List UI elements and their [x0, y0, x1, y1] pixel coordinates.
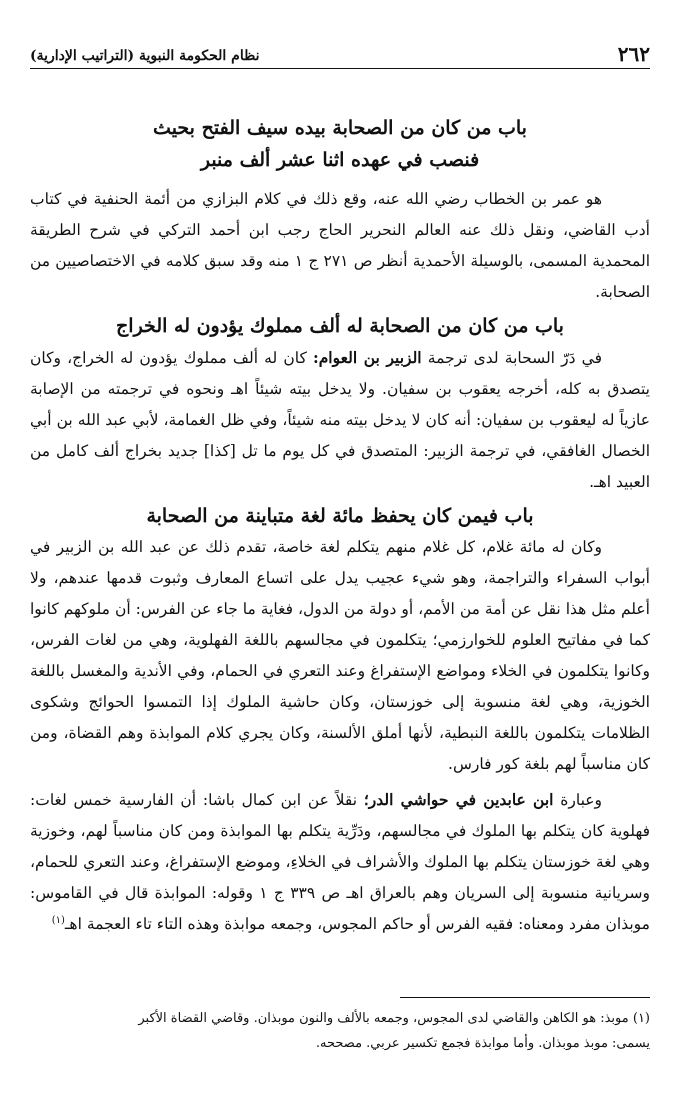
paragraph-text: نقلاً عن ابن كمال باشا: أن الفارسية خمس لغات: فهلوية كان يتكلم بها الملوك في مجالسهم، ودَرِّية يتكلم بها الموابذة ومن كان مناسباً لهم، وخوزية وهي لغة خوزستان يتكلم بها الملوك والأشراف في الخلاءِ، وموضع الإستفراغ، وعند التعري للحمام، وسريانية منسوبة إلى السريان وهم بالعراق اهـ ص ٣٣٩ ج ١ وقوله: الموابذة قال في القاموس: موبذان مفرد ومعناه: فقيه الفرس أو حاكم المجوس، وجمعه موابذة وهذه التاء تاء العجمة اهـ: [30, 791, 651, 933]
section-title-line: باب من كان من الصحابة بيده سيف الفتح بحيث: [153, 117, 527, 139]
section-title-hundred-languages: باب فيمن كان يحفظ مائة لغة متباينة من الصحابة: [146, 505, 534, 527]
bold-name-zubair: الزبير بن العوام:: [312, 348, 422, 367]
page-header: [30, 42, 650, 69]
paragraph-text: كان له ألف مملوك يؤدون له الخراج، وكان يتصدق به كله، أخرجه يعقوب بن سفيان. ولا يدخل بيته شيئاً اهـ ونحوه في ترجمته من الإصابة عازياً له ليعقوب بن سفيان: أنه كان لا يدخل بيته منه شيئاً، وفي ظل الغمامة، لأبي عبد الله بن أبي الخصال الغافقي، في ترجمة الزبير: المتصدق في كل يوم ما تل [كذا] جديد بخراج ألف كامل من العبيد اهـ.: [30, 349, 650, 491]
paragraph-text: وعبارة: [560, 791, 602, 809]
running-title: نظام الحكومة النبوية (التراتيب الإدارية): [30, 48, 260, 64]
footnote-line: يسمى: موبذ موبذان. وأما موابذة فجمع تكسير عربي. مصححه.: [315, 1036, 650, 1051]
section-title-line: فنصب في عهده اثنا عشر ألف منبر: [200, 149, 480, 171]
footnote-divider: [400, 997, 650, 998]
footnotes: [30, 997, 650, 1056]
bold-name-ibn-abidin: ابن عابدين في حواشي الدر؛: [363, 790, 554, 809]
paragraph-zubair: [30, 342, 650, 498]
paragraph-text: في دَرّ السحابة لدى ترجمة: [427, 349, 603, 367]
section-title-sword-of-conquest: [30, 112, 650, 176]
footnote-1: [30, 1006, 650, 1056]
footnote-line: (١) موبذ: هو الكاهن والقاضي لدى المجوس، وجمعه بالألف والنون موبذان. وقاضي القضاة الأكبر: [138, 1011, 650, 1026]
page-number: ٢٦٢: [617, 42, 650, 66]
paragraph-umar: هو عمر بن الخطاب رضي الله عنه، وقع ذلك في كلام البزازي من أئمة الحنفية في كتاب أدب القاضي، ونقل ذلك عنه العالم النحرير الحاج رجب ابن أحمد التركي في شرح الطريقة المحمدية المسمى، بالوسيلة الأحمدية أنظر ص ٢٧١ ج ١ منه وقد سبق كلامه في الاختصاصيين من الصحابة.: [30, 190, 650, 301]
paragraph-languages: وكان له مائة غلام، كل غلام منهم يتكلم لغة خاصة، تقدم ذلك عن عبد الله بن الزبير في أبواب السفراء والتراجمة، وهو شيء عجيب يدل على اتساع المعارف وثبوت قدمها عندهم، ولا أعلم مثل هذا نقل عن أمة من الأمم، أو دولة من الدول، فغاية ما جاء عن الفرس: أن ملوكهم كانوا كما في مفاتيح العلوم للخوارزمي؛ يتكلمون في مجالسهم باللغة الفهلوية، وهي من لغات الفرس، وكانوا يتكلمون في الخلاء ومواضع الإستفراغ وعند التعري في الحمام، وفي الأندية والمغسل باللغة الخوزية، وهي لغة منسوبة إلى خوزستان، وكان حاشية الملوك إذا التمسوا الحوائج وشكوى الظلامات يتكلمون باللغة النبطية، لأنها أملق الألسنة، وكان يجري كلام الموابذة وهم القضاة، ومن كان مناسباً لهم بلغة كور فارس.: [30, 538, 650, 773]
paragraph-ibn-abidin: [30, 784, 650, 940]
footnote-reference[interactable]: (١): [51, 914, 65, 926]
section-title-thousand-slaves: باب من كان من الصحابة له ألف مملوك يؤدون له الخراج: [116, 315, 564, 337]
main-content: [30, 112, 650, 940]
